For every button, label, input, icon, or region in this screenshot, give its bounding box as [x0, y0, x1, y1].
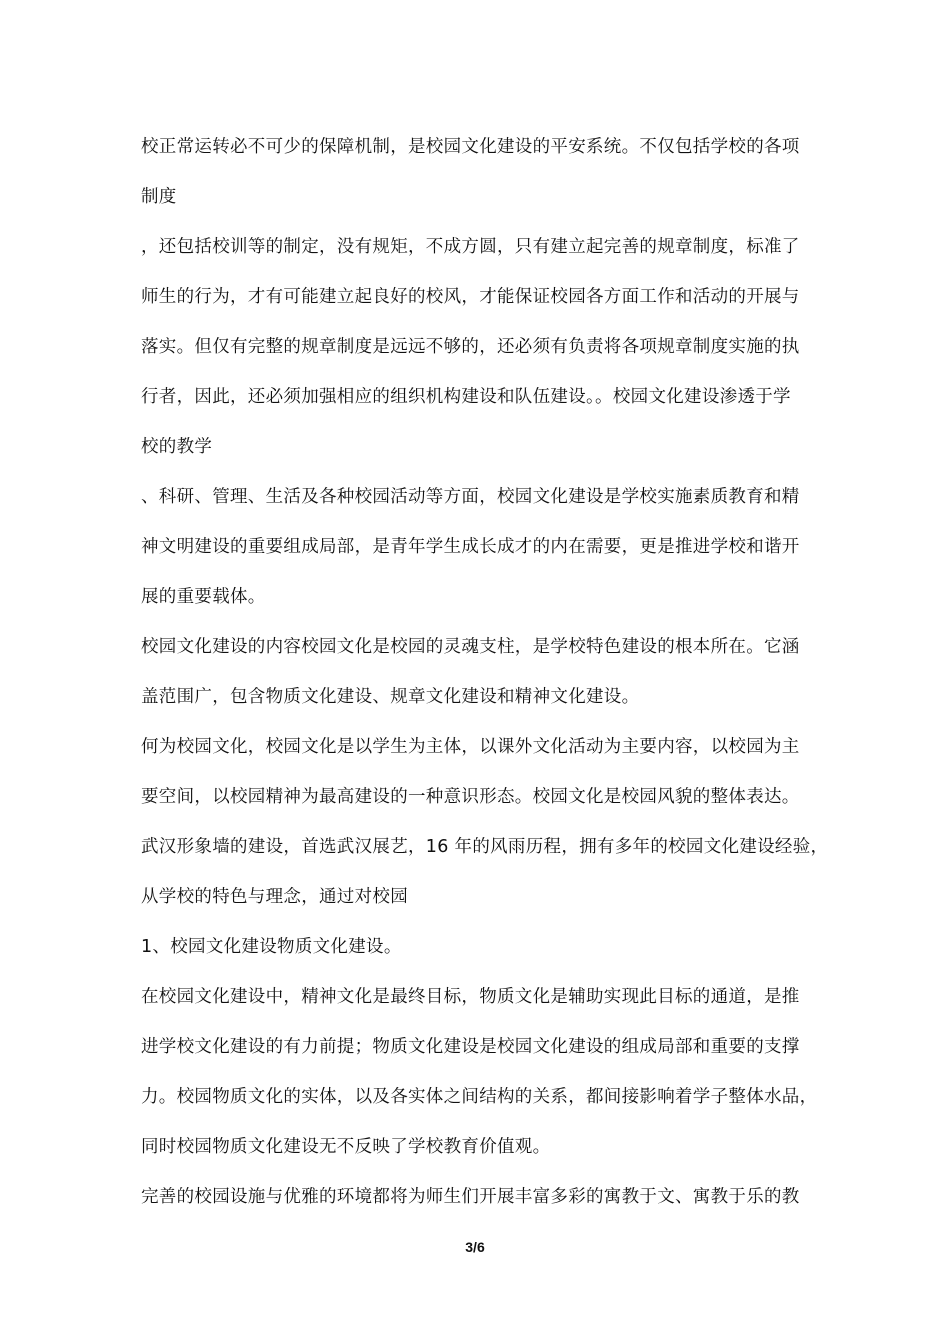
page-number: 3/6 — [465, 1239, 485, 1255]
text-line: 展的重要载体。 — [141, 587, 266, 607]
text-line: 、科研、管理、生活及各种校园活动等方面，校园文化建设是学校实施素质教育和精 — [141, 487, 800, 507]
text-line: 校正常运转必不可少的保障机制，是校园文化建设的平安系统。不仅包括学校的各项 — [141, 137, 800, 157]
text-line: 校园文化建设的内容校园文化是校园的灵魂支柱，是学校特色建设的根本所在。它涵 — [141, 637, 800, 657]
text-line: 从学校的特色与理念，通过对校园 — [141, 887, 408, 907]
text-line: 要空间，以校园精神为最高建设的一种意识形态。校园文化是校园风貌的整体表达。 — [141, 787, 800, 807]
text-line: 行者，因此，还必须加强相应的组织机构建设和队伍建设。。校园文化建设渗透于学 — [141, 387, 791, 407]
text-line: ，还包括校训等的制定，没有规矩，不成方圆，只有建立起完善的规章制度，标准了 — [141, 237, 800, 257]
text-line: 何为校园文化，校园文化是以学生为主体，以课外文化活动为主要内容，以校园为主 — [141, 737, 800, 757]
text-line: 神文明建设的重要组成局部，是青年学生成长成才的内在需要，更是推进学校和谐开 — [141, 537, 800, 557]
text-line: 进学校文化建设的有力前提；物质文化建设是校园文化建设的组成局部和重要的支撑 — [141, 1037, 800, 1057]
text-line: 同时校园物质文化建设无不反映了学校教育价值观。 — [141, 1137, 551, 1157]
text-line: 落实。但仅有完整的规章制度是远远不够的，还必须有负责将各项规章制度实施的执 — [141, 337, 800, 357]
text-line: 在校园文化建设中，精神文化是最终目标，物质文化是辅助实现此目标的通道，是推 — [141, 987, 800, 1007]
text-line: 制度 — [141, 187, 177, 207]
text-line: 力。校园物质文化的实体，以及各实体之间结构的关系，都间接影响着学子整体水品， — [141, 1087, 818, 1107]
section-heading: 1、校园文化建设物质文化建设。 — [141, 937, 402, 957]
text-line: 师生的行为，才有可能建立起良好的校风，才能保证校园各方面工作和活动的开展与 — [141, 287, 800, 307]
text-line: 完善的校园设施与优雅的环境都将为师生们开展丰富多彩的寓教于文、寓教于乐的教 — [141, 1187, 800, 1207]
text-line: 武汉形象墙的建设，首选武汉展艺，16 年的风雨历程，拥有多年的校园文化建设经验， — [141, 837, 829, 857]
text-line: 校的教学 — [141, 437, 213, 457]
text-line: 盖范围广，包含物质文化建设、规章文化建设和精神文化建设。 — [141, 687, 640, 707]
